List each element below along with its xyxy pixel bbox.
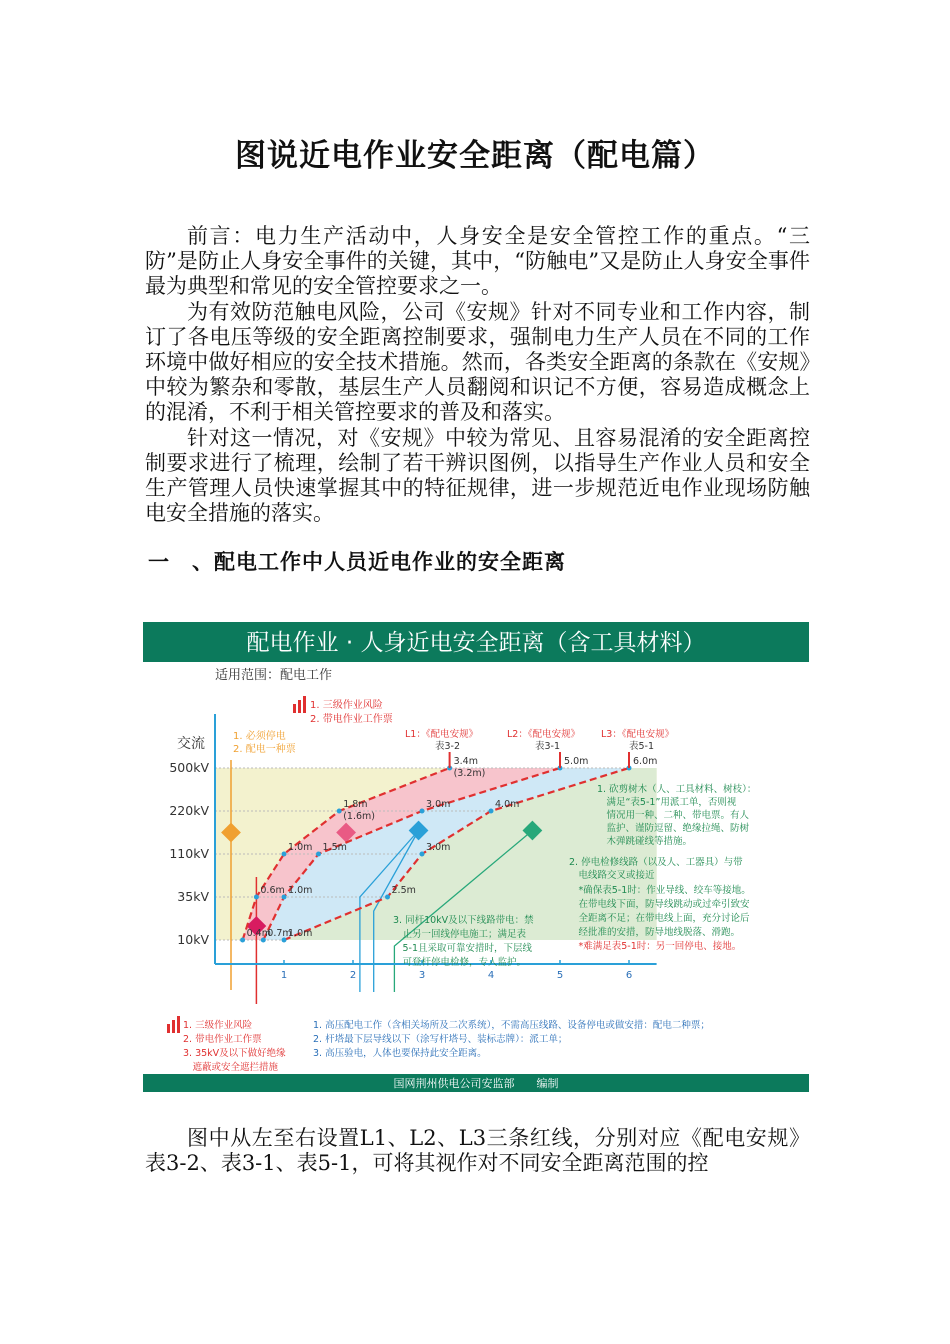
series-l3-point: [385, 895, 390, 900]
right-note-line: 满足“表5-1”用派工单，否则视: [597, 797, 737, 808]
l3-label: L3：《配电安规》: [601, 729, 675, 740]
bottom-left-note-line: 2. 带电作业工作票: [183, 1034, 262, 1045]
middle-note-line: 3. 同杆10kV及以下线路带电：禁: [393, 915, 534, 926]
right-note-line: 情况用一种、二种、带电票。有人: [597, 810, 750, 821]
point-label: 5.0m: [564, 756, 589, 767]
left-note-line-1: 1. 必须停电: [233, 731, 286, 742]
section-heading: 一 、配电工作中人员近电作业的安全距离: [148, 550, 566, 574]
point-label: 0.4m: [246, 928, 271, 939]
right-note-line: 在带电线下面，防导线跳动或过牵引致安: [569, 899, 750, 910]
right-note-line: 2. 停电检修线路（以及人、工器具）与带: [569, 857, 743, 868]
middle-note-line: 可登杆停电检修，专人监护。: [393, 957, 527, 968]
bottom-right-note-line: 3. 高压验电，人体也要保持此安全距离。: [313, 1048, 487, 1059]
bottom-left-note-line: 遮蔽或安全遮拦措施: [183, 1062, 279, 1073]
series-l3-point: [489, 809, 494, 814]
l1-label: L1：《配电安规》: [405, 729, 479, 740]
point-label: 2.5m: [391, 885, 416, 896]
middle-note-line: 止另一回线停电施工；满足表: [393, 929, 527, 940]
point-label: 1.0m: [288, 928, 313, 939]
bottom-right-note-line: 1. 高压配电工作（含相关场所及二次系统），不需高压线路、设备停电或做安措：配电二种票；: [313, 1020, 710, 1031]
point-label: 3.0m: [426, 799, 451, 810]
point-label: 1.0m: [288, 842, 313, 853]
point-label-alt: (3.2m): [453, 768, 486, 779]
point-label: 1.5m: [322, 842, 347, 853]
banner-title: 配电作业 · 人身近电安全距离（含工具材料）: [246, 630, 706, 656]
right-note-line: *确保表5-1时：作业导线、绞车等接地。: [569, 885, 751, 896]
x-tick-label: 2: [349, 970, 357, 981]
x-tick-label: 6: [625, 970, 633, 981]
chart-svg: [143, 622, 809, 1092]
series-l2-point: [316, 852, 321, 857]
point-label: 0.6m: [260, 885, 285, 896]
right-note-line: 监护、谨防逗留、绝缘拉绳、防树: [597, 823, 750, 834]
y-axis-title: 交流: [177, 736, 205, 752]
series-l1-point: [337, 809, 342, 814]
series-l1-point: [240, 938, 245, 943]
point-label: 1.0m: [288, 885, 313, 896]
y-tick-label: 10kV: [177, 932, 209, 947]
y-tick-label: 110kV: [169, 846, 209, 861]
point-label: 6.0m: [633, 756, 658, 767]
x-tick-label: 1: [280, 970, 288, 981]
point-label: 0.7m: [267, 928, 292, 939]
after-figure-text: [145, 1126, 810, 1176]
series-l1-point: [254, 895, 259, 900]
middle-note-line: 5-1且采取可靠安措时，下层线: [393, 943, 533, 954]
l2-table: 表3-1: [535, 741, 561, 752]
paragraph-preface: 前言：电力生产活动中，人身安全是安全管控工作的重点。“三防”是防止人身安全事件的关键，其中，“防触电”又是防止人身安全事件最为典型和常见的安全管控要求之一。: [145, 224, 810, 299]
point-label-alt: (1.6m): [343, 811, 375, 822]
series-l3-point: [420, 852, 425, 857]
top-risk-line-1: 1. 三级作业风险: [310, 700, 383, 711]
paragraph-purpose: 针对这一情况，对《安规》中较为常见、且容易混淆的安全距离控制要求进行了梳理，绘制了若干辨识图例，以指导生产作业人员和安全生产管理人员快速掌握其中的特征规律，进一步规范近电作业现场防触电安全措施的落实。: [145, 425, 810, 526]
point-label: 4.0m: [495, 799, 520, 810]
point-label: 3.0m: [426, 842, 451, 853]
series-l2-point: [420, 809, 425, 814]
right-note-line: 木弹跳碰线等措施。: [597, 836, 693, 847]
right-note-line: 电线路交叉或接近: [569, 870, 655, 881]
y-tick-label: 220kV: [169, 803, 209, 818]
right-note-line: 经批准的安措，防导地线脱落、滑跑。: [569, 927, 741, 938]
l3-table: 表5-1: [629, 741, 655, 752]
l2-label: L2：《配电安规》: [507, 729, 581, 740]
footer-text: 国网荆州供电公司安监部 编制: [393, 1077, 559, 1090]
top-risk-line-2: 2. 带电作业工作票: [310, 714, 393, 725]
page-title: 图说近电作业安全距离（配电篇）: [235, 138, 715, 174]
left-note-line-2: 2. 配电一种票: [233, 744, 296, 755]
point-label: 1.8m: [343, 799, 368, 810]
bottom-right-note-line: 2. 杆塔最下层导线以下（涂写杆塔号、装标志牌）：派工单；: [313, 1034, 568, 1045]
right-note-line: 1. 砍剪树木（人、工具材料、树枝）：: [597, 784, 757, 795]
safety-distance-figure: [143, 622, 809, 1092]
intro-text: [145, 224, 810, 526]
l1-table: 表3-2: [435, 741, 461, 752]
series-l1-point: [282, 852, 287, 857]
right-note-line: *难满足表5-1时：另一回停电、接地。: [569, 941, 742, 952]
y-tick-label: 35kV: [177, 889, 209, 904]
paragraph-explanation: 图中从左至右设置L1、L2、L3三条红线，分别对应《配电安规》表3-2、表3-1、表5-1，可将其视作对不同安全距离范围的控: [145, 1126, 810, 1176]
right-note-line: 全距离不足；在带电线上面，充分讨论后: [569, 913, 750, 924]
y-tick-label: 500kV: [169, 760, 209, 775]
point-label: 3.4m: [453, 756, 478, 767]
x-tick-label: 5: [556, 970, 564, 981]
x-tick-label: 3: [418, 970, 426, 981]
bottom-left-note-line: 3. 35kV及以下做好绝缘: [183, 1048, 286, 1059]
x-tick-label: 4: [487, 970, 495, 981]
scope-text: 适用范围：配电工作: [215, 668, 333, 683]
paragraph-background: 为有效防范触电风险，公司《安规》针对不同专业和工作内容，制订了各电压等级的安全距离控制要求，强制电力生产人员在不同的工作环境中做好相应的安全技术措施。然而，各类安全距离的条款在《安规》中较为繁杂和零散，基层生产人员翻阅和识记不方便，容易造成概念上的混淆，不利于相关管控要求的普及和落实。: [145, 299, 810, 425]
bottom-left-note-line: 1. 三级作业风险: [183, 1020, 253, 1031]
